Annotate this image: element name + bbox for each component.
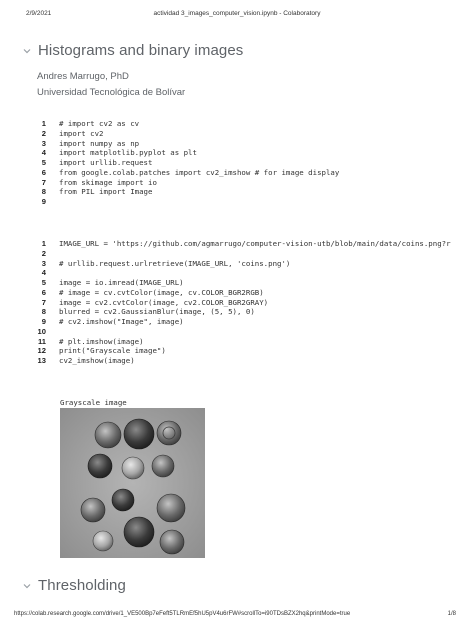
code-line xyxy=(30,356,454,366)
line-number: 2 xyxy=(41,128,46,138)
line-number: 2 xyxy=(41,248,46,258)
code-text: image = io.imread(IMAGE_URL) xyxy=(59,278,184,287)
code-text: from PIL import Image xyxy=(59,187,153,197)
code-line xyxy=(30,317,454,327)
chevron-down-icon[interactable] xyxy=(22,46,32,56)
section-title: Histograms and binary images xyxy=(38,42,244,59)
page-number: 1/8 xyxy=(447,611,456,617)
line-number: 6 xyxy=(41,287,46,297)
code-cell-imports[interactable] xyxy=(30,119,454,207)
line-number: 4 xyxy=(41,268,46,278)
line-number: 7 xyxy=(41,177,46,187)
code-text: from google.colab.patches import cv2_imshow # for image display xyxy=(59,167,340,177)
code-line xyxy=(30,187,454,197)
output-text: Grayscale image xyxy=(60,398,127,407)
author-text: Andres Marrugo, PhD xyxy=(37,71,129,82)
code-text: IMAGE_URL = 'https://github.com/agmarrugo/computer-vision-utb/blob/main/data/coins.png?r xyxy=(59,239,451,248)
code-line xyxy=(30,178,454,188)
line-number: 8 xyxy=(41,307,46,317)
code-text: from skimage import io xyxy=(59,177,157,187)
code-line xyxy=(30,268,454,278)
affiliation-text: Universidad Tecnológica de Bolívar xyxy=(37,87,186,98)
section-heading-histograms[interactable] xyxy=(22,42,243,59)
code-text: import cv2 xyxy=(59,128,104,138)
code-line xyxy=(30,168,454,178)
line-number: 13 xyxy=(37,356,46,365)
code-text: # cv2.imshow("Image", image) xyxy=(59,317,184,326)
code-text: # import cv2 as cv xyxy=(59,119,140,128)
line-number: 5 xyxy=(41,158,46,167)
code-text: import numpy as np xyxy=(59,138,140,148)
line-number: 9 xyxy=(41,317,46,326)
line-number: 9 xyxy=(41,197,46,206)
code-line xyxy=(30,139,454,149)
code-line xyxy=(30,259,454,269)
print-url: https://colab.research.google.com/drive/1_VE500Bp7eFeft5TLRmEf5hU5pV4u6rFW#scrollTo=i90TDsBZX2hq&printMode=true xyxy=(14,611,351,617)
coins-grayscale-image xyxy=(60,408,205,558)
code-text: import urllib.request xyxy=(59,158,153,167)
code-line xyxy=(30,278,454,288)
code-line xyxy=(30,307,454,317)
print-title: actividad 3_images_computer_vision.ipynb - Colaboratory xyxy=(153,10,321,17)
line-number: 10 xyxy=(37,326,46,336)
chevron-down-icon[interactable] xyxy=(22,581,32,591)
section-title: Thresholding xyxy=(38,577,126,594)
code-line xyxy=(30,148,454,158)
line-number: 7 xyxy=(41,297,46,307)
line-number: 3 xyxy=(41,258,46,268)
line-number: 4 xyxy=(41,148,46,158)
line-number: 1 xyxy=(41,239,46,248)
print-date: 2/9/2021 xyxy=(26,10,52,17)
line-number: 3 xyxy=(41,138,46,148)
line-number: 8 xyxy=(41,187,46,197)
code-text: image = cv2.cvtColor(image, cv2.COLOR_BGR2GRAY) xyxy=(59,297,269,307)
line-number: 11 xyxy=(37,336,46,346)
code-line xyxy=(30,298,454,308)
code-text: cv2_imshow(image) xyxy=(59,356,135,365)
code-line xyxy=(30,239,454,249)
code-text: blurred = cv2.GaussianBlur(image, (5, 5), 0) xyxy=(59,307,255,317)
code-line xyxy=(30,327,454,337)
code-text: # urllib.request.urlretrieve(IMAGE_URL, 'coins.png') xyxy=(59,258,291,268)
code-text: print("Grayscale image") xyxy=(59,346,166,356)
line-number: 6 xyxy=(41,167,46,177)
code-line xyxy=(30,337,454,347)
code-line xyxy=(30,129,454,139)
code-line xyxy=(30,197,454,207)
code-text: import matplotlib.pyplot as plt xyxy=(59,148,197,158)
print-header xyxy=(0,10,474,22)
line-number: 1 xyxy=(41,119,46,128)
code-line xyxy=(30,249,454,259)
code-line xyxy=(30,346,454,356)
code-line xyxy=(30,158,454,168)
line-number: 5 xyxy=(41,278,46,287)
code-line xyxy=(30,288,454,298)
code-text: # image = cv.cvtColor(image, cv.COLOR_BGR2RGB) xyxy=(59,287,264,297)
code-line xyxy=(30,119,454,129)
code-cell-load-image[interactable] xyxy=(30,239,454,366)
line-number: 12 xyxy=(37,346,46,356)
section-heading-thresholding[interactable] xyxy=(22,577,126,594)
code-text: # plt.imshow(image) xyxy=(59,336,144,346)
